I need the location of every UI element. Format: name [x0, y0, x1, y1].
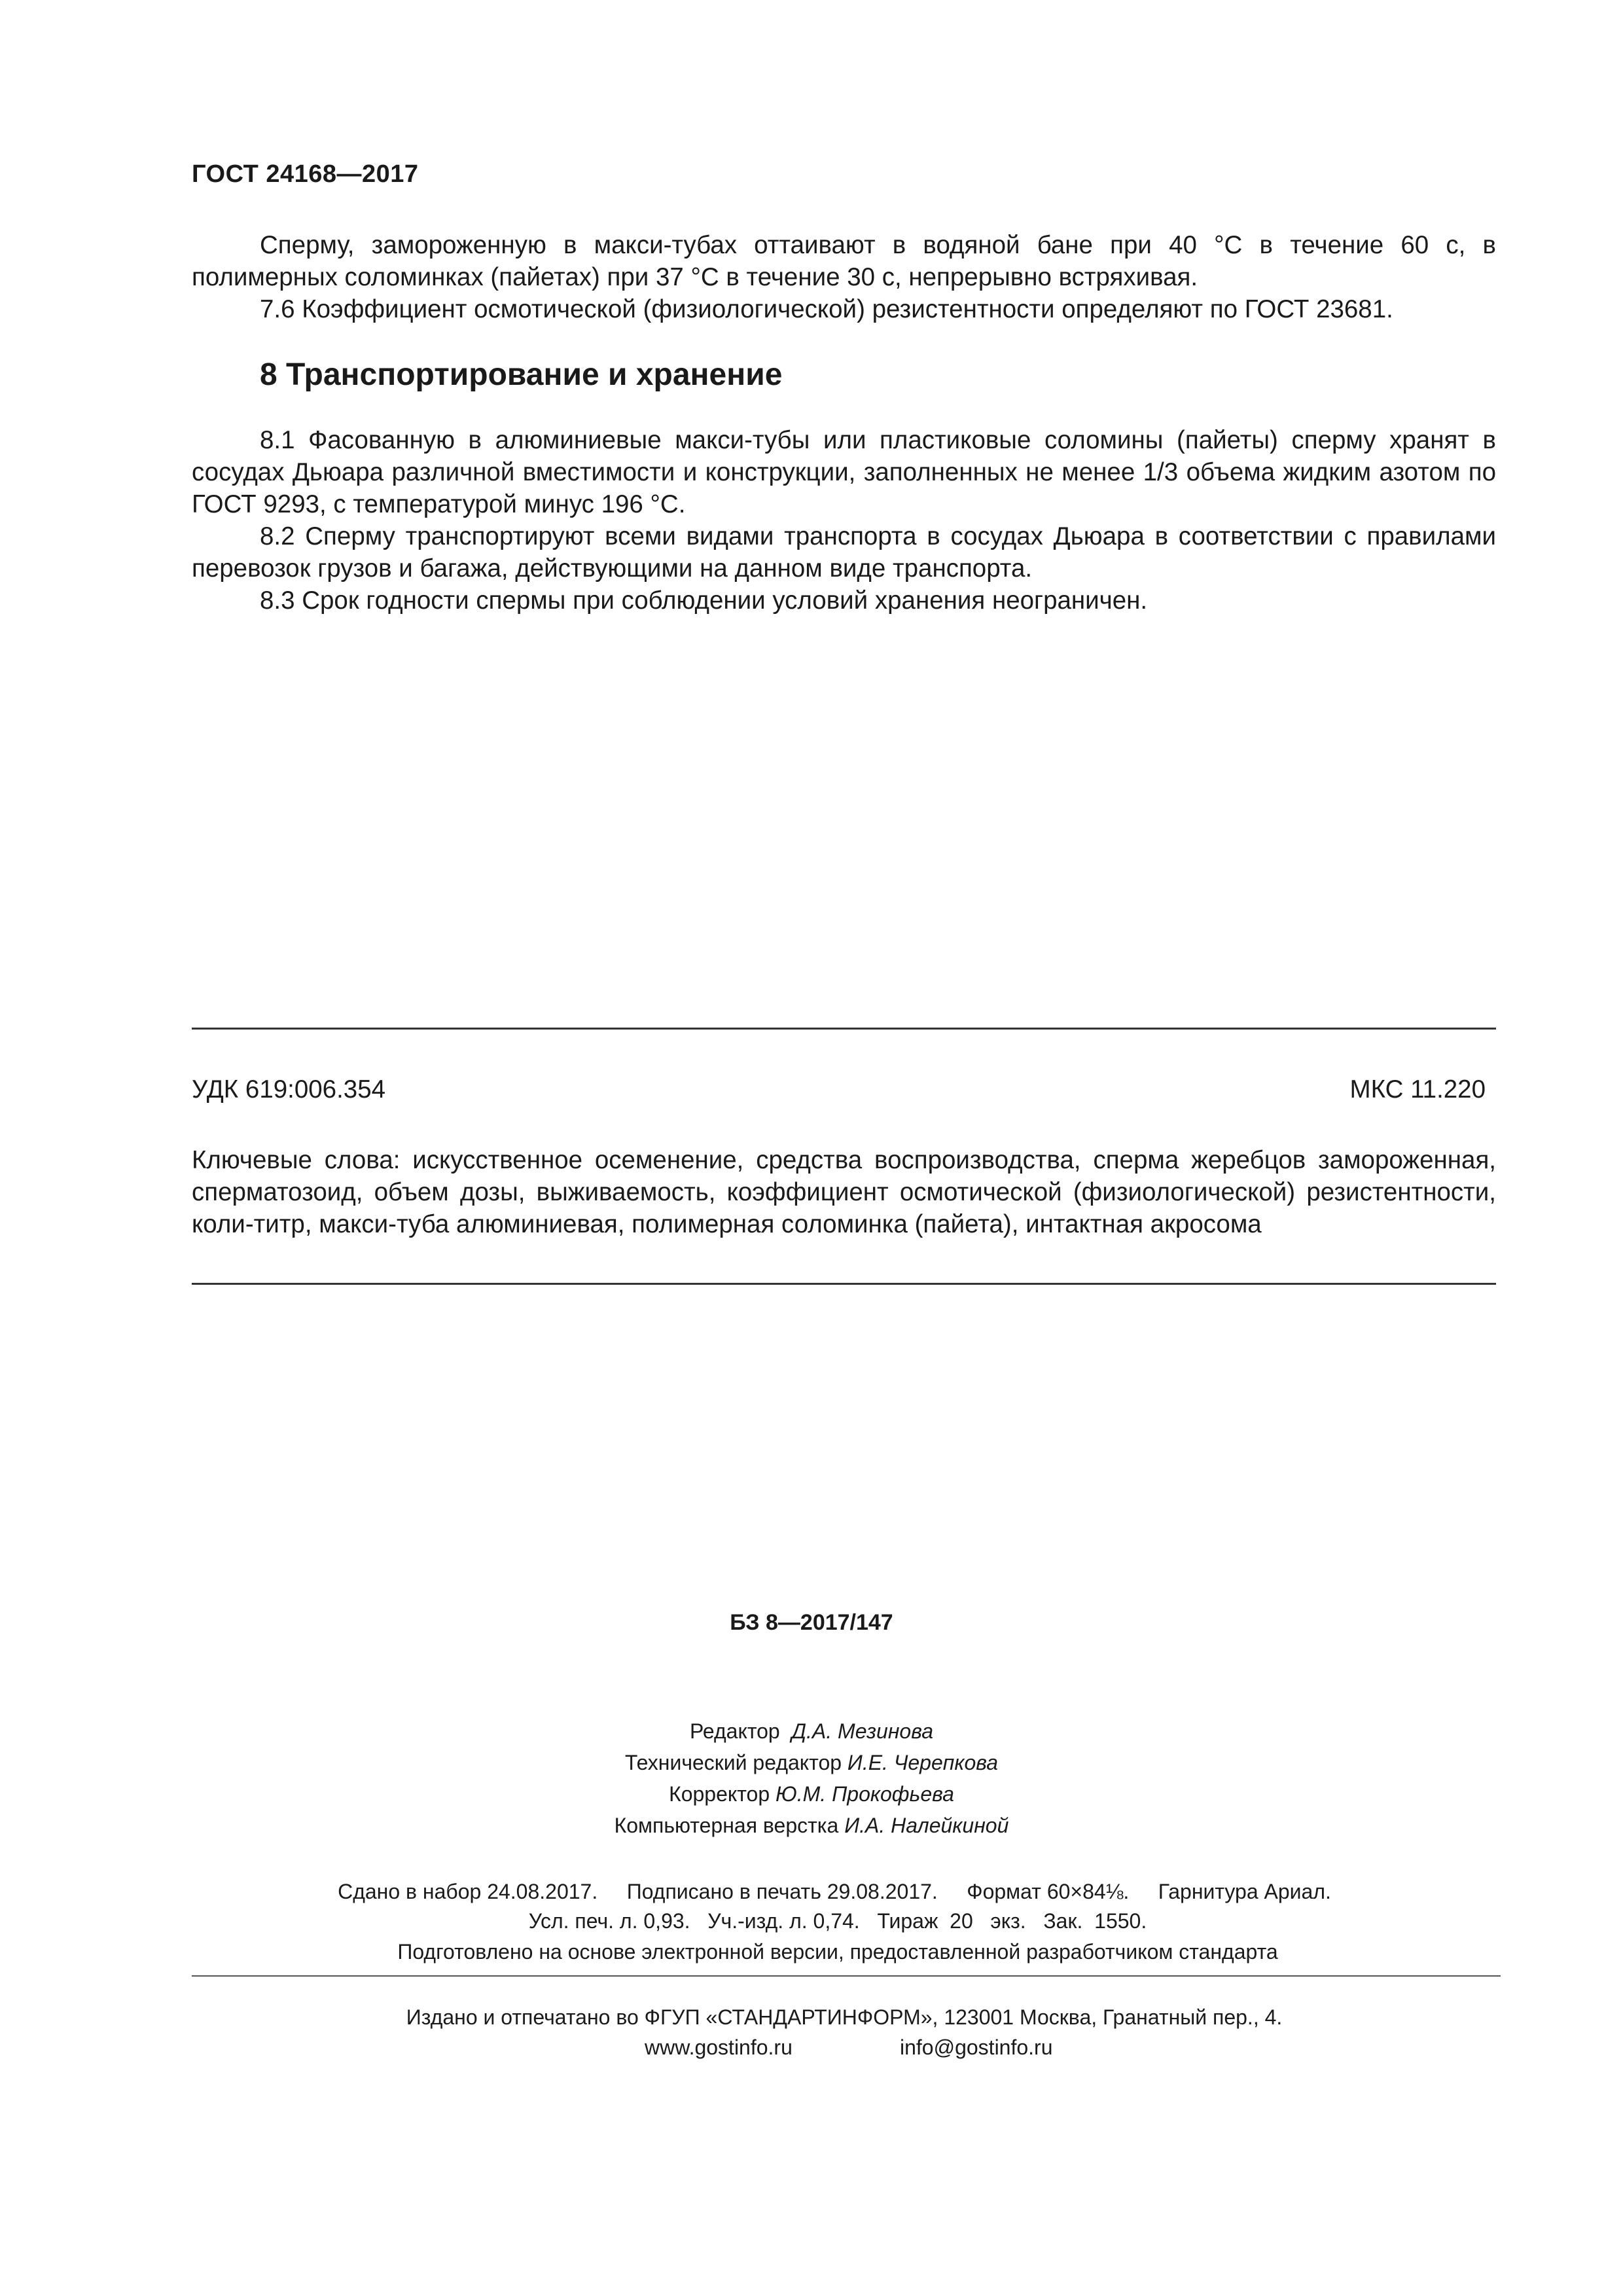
divider-top — [192, 1028, 1496, 1030]
editor-name: Д.А. Мезинова — [791, 1719, 934, 1743]
credit-tech-editor — [0, 1749, 1623, 1776]
paragraph-8-1: 8.1 Фасованную в алюминиевые макси-тубы или пластиковые соломины (пайеты) сперму хранят в сосудах Дьюара различной вместимости и конструкции, заполненных не менее 1/3 объема жидким азотом по ГОСТ 9293, с температурой минус 196 °С. — [192, 426, 1496, 518]
section-8-title: 8 Транспортирование и хранение — [260, 357, 783, 392]
document-header-id: ГОСТ 24168—2017 — [192, 160, 419, 188]
website-link[interactable]: www.gostinfo.ru — [645, 2036, 793, 2059]
corrector-label: Корректор — [669, 1782, 770, 1806]
tech-editor-label: Технический редактор — [624, 1751, 842, 1774]
divider-bottom — [192, 1283, 1496, 1285]
paragraph-8-2: 8.2 Сперму транспортируют всеми видами транспорта в сосудах Дьюара в соответствии с правилами перевозок грузов и багажа, действующими на данном виде транспорта. — [192, 522, 1496, 583]
paragraph-8-3: 8.3 Срок годности спермы при соблюдении условий хранения неограничен. — [260, 586, 1148, 615]
email-link[interactable]: info@gostinfo.ru — [900, 2036, 1053, 2059]
layout-name: И.А. Налейкиной — [844, 1814, 1009, 1837]
keywords: Ключевые слова: искусственное осеменение, средства воспроизводства, сперма жеребцов замороженная, сперматозоид, объем дозы, выживаемость, коэффициент осмотической (физиологической) резистентности, коли-титр, макси-туба алюминиевая, полимерная соломинка (пайета), интактная акросома — [192, 1146, 1496, 1238]
paragraph-7-6: 7.6 Коэффициент осмотической (физиологической) резистентности определяют по ГОСТ 23681. — [260, 295, 1393, 323]
corrector-name: Ю.М. Прокофьева — [776, 1782, 954, 1806]
tech-editor-name: И.Е. Черепкова — [847, 1751, 999, 1774]
credit-corrector — [0, 1781, 1623, 1807]
imprint-line-1: Сдано в набор 24.08.2017. Подписано в печать 29.08.2017. Формат 60×84⅛. Гарнитура Ариал. — [338, 1880, 1331, 1903]
credit-editor — [0, 1718, 1623, 1744]
imprint-line-3: Подготовлено на основе электронной версии, предоставленной разработчиком стандарта — [397, 1940, 1278, 1964]
imprint-line-2: Усл. печ. л. 0,93. Уч.-изд. л. 0,74. Тираж 20 экз. Зак. 1550. — [528, 1909, 1147, 1933]
udk-code: УДК 619:006.354 — [192, 1075, 386, 1103]
layout-label: Компьютерная верстка — [614, 1814, 839, 1837]
credit-layout — [0, 1812, 1623, 1839]
bz-number: БЗ 8—2017/147 — [730, 1610, 893, 1635]
publisher-line: Издано и отпечатано во ФГУП «СТАНДАРТИНФОРМ», 123001 Москва, Гранатный пер., 4. — [406, 2005, 1283, 2029]
divider-imprint — [192, 1975, 1501, 1977]
paragraph-thaw: Сперму, замороженную в макси-тубах оттаивают в водяной бане при 40 °С в течение 60 с, в полимерных соломинках (пайетах) при 37 °С в течение 30 с, непрерывно встряхивая. — [192, 231, 1496, 291]
mks-code: МКС 11.220 — [1349, 1075, 1486, 1103]
editor-label: Редактор — [689, 1719, 780, 1743]
